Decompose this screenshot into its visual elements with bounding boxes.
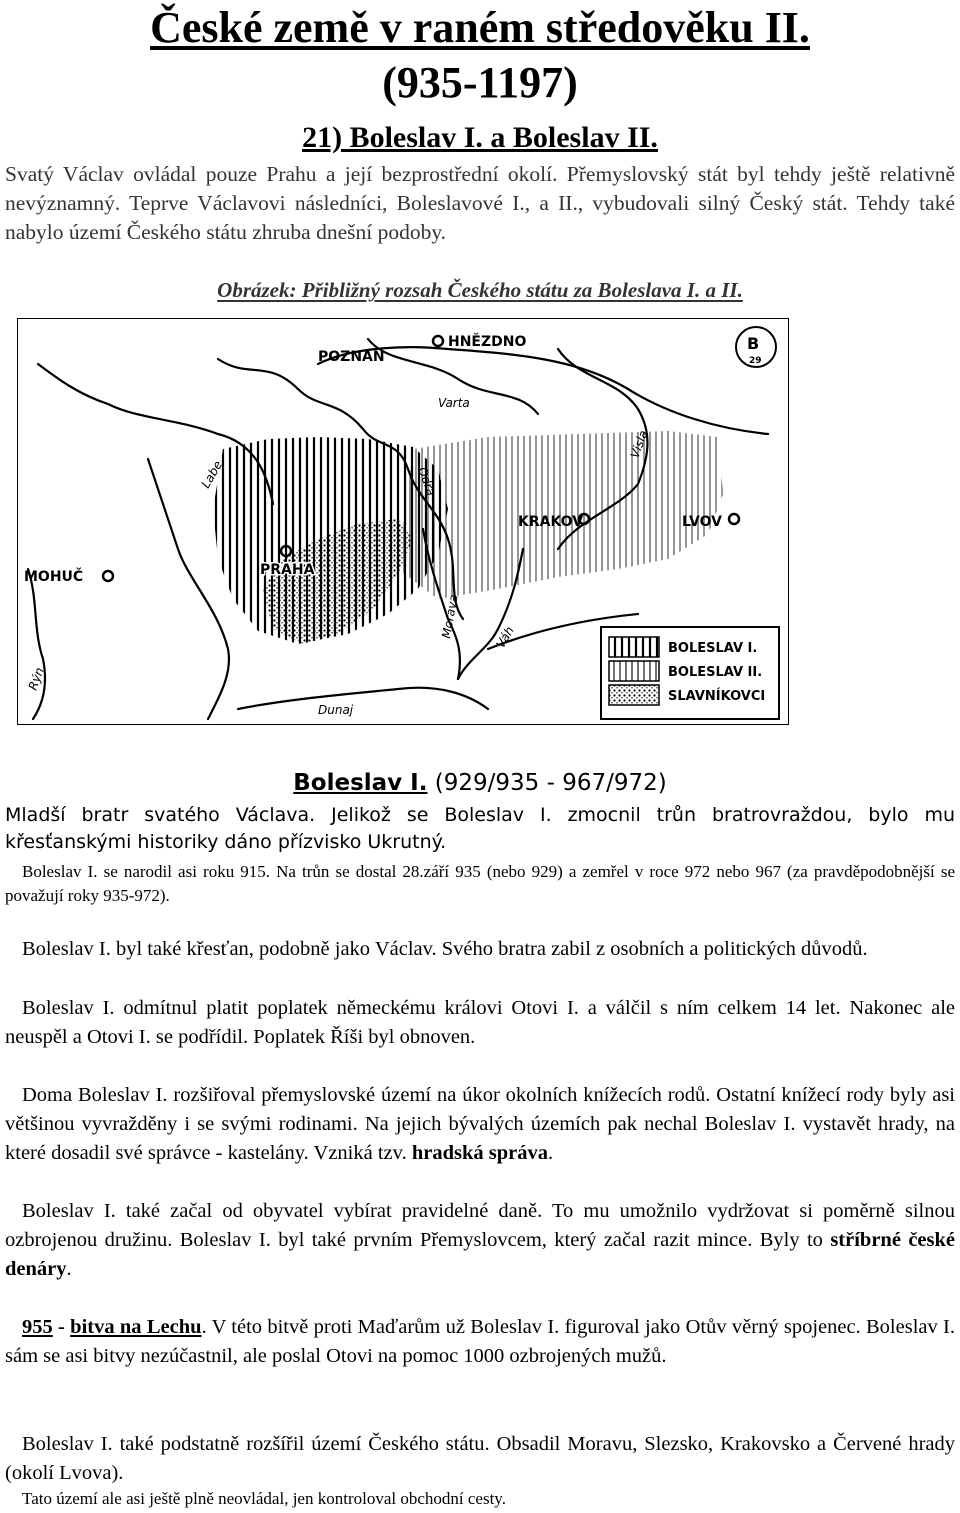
river-label-visla: Visla — [627, 428, 651, 461]
river-label-varta: Varta — [438, 396, 470, 410]
section-heading: 21) Boleslav I. a Boleslav II. — [302, 121, 658, 154]
stribrne-denary: stříbrné české denáry — [5, 1229, 955, 1280]
paragraph-2: Boleslav I. se narodil asi roku 915. Na trůn se dostal 28.září 935 (nebo 929) a zemřel v roce 972 nebo 967 (za pravděpodobnější se považují roky 935-972). — [5, 862, 955, 905]
legend-label-slavnikovci: SLAVNÍKOVCI — [668, 689, 766, 704]
paragraph-6-text: Boleslav I. také začal od obyvatel vybírat pravidelné daně. To mu umožnilo vydržovat si poměrně silnou ozbrojenou družinu. Boleslav I. byl také prvním Přemyslovcem, který začal razit mince. Byly to — [5, 1200, 955, 1251]
city-praha: PRAHA — [260, 562, 315, 578]
city-poznan: POZNAŇ — [318, 349, 385, 365]
paragraph-8: Boleslav I. také podstatně rozšířil území Českého státu. Obsadil Moravu, Slezsko, Krakovsko a Červené hrady (okolí Lvova). — [5, 1433, 955, 1484]
year-955: 955 — [22, 1316, 53, 1338]
river-label-dunaj: Dunaj — [318, 703, 354, 717]
river-label-labe: Labe — [198, 458, 226, 491]
map-stamp — [736, 327, 776, 367]
river-label-odra: Odra — [415, 465, 439, 498]
city-hnezdno: HNĚZDNO — [448, 334, 527, 350]
city-hnezdno-marker — [433, 336, 443, 346]
river-label-vah: Váh — [493, 624, 517, 651]
legend-label-boleslav1: BOLESLAV I. — [668, 641, 758, 656]
city-lvov-marker — [729, 514, 739, 524]
map-caption: Obrázek: Přibližný rozsah Českého státu za Boleslava I. a II. — [217, 278, 743, 302]
paragraph-4: Boleslav I. odmítnul platit poplatek německému královi Otovi I. a válčil s ním celkem 14 let. Nakonec ale neuspěl a Otovi I. se podřídil. Poplatek Říši byl obnoven. — [5, 997, 955, 1048]
svg-text:29: 29 — [749, 356, 762, 366]
city-mohuc-marker — [103, 571, 113, 581]
legend-label-boleslav2: BOLESLAV II. — [668, 665, 763, 680]
boleslav-heading-dates: (929/935 - 967/972) — [427, 770, 667, 796]
paragraph-9: Tato území ale asi ještě plně neovládal, jen kontroloval obchodní cesty. — [22, 1489, 506, 1508]
river-ryn — [25, 569, 47, 719]
paragraph-6-end: . — [66, 1258, 72, 1280]
intro-paragraph: Svatý Václav ovládal pouze Prahu a její bezprostřední okolí. Přemyslovský stát byl tehdy ještě relativně nevýznamný. Teprve Václavovi následníci, Boleslavové I., a II., vybudovali silný Český stát. Tehdy také nabylo území Českého státu zhruba dnešní podoby. — [5, 162, 955, 244]
border-north — [318, 347, 768, 434]
paragraph-5-text: Doma Boleslav I. rozšiřoval přemyslovské území na úkor okolních knížecích rodů. Ostatní knížecí rody byly asi většinou vyvražděny i se svými rodinami. Na jejich bývalých územích pak nechal Boleslav I. vystavět hrady, na které dosadil své správce - kastelány. Vzniká tzv. — [5, 1084, 955, 1164]
paragraph-7 — [5, 1313, 955, 1371]
map-legend — [601, 627, 779, 719]
river-label-morava: Morava — [439, 593, 461, 640]
legend-swatch-slavnikovci — [609, 685, 659, 705]
paragraph-1: Mladší bratr svatého Václava. Jelikož se Boleslav I. zmocnil trůn bratrovraždou, bylo mu křesťanskými historiky dáno přízvisko Ukrutný. — [5, 804, 955, 853]
page-subtitle-dates: (935-1197) — [382, 58, 578, 107]
hradska-sprava: hradská správa — [411, 1142, 548, 1164]
river-label-ryn: Rýn — [25, 665, 47, 693]
battle-lech: bitva na Lechu — [70, 1316, 202, 1338]
boleslav-heading-name: Boleslav I. — [293, 770, 428, 796]
city-krakov: KRAKOV — [518, 514, 584, 530]
paragraph-7-text: . V této bitvě proti Maďarům už Boleslav I. figuroval jako Otův věrný spojenec. Boleslav I. sám se asi bitvy nezúčastnil, ale poslal Otovi na pomoc 1000 ozbrojených mužů. — [5, 1316, 955, 1367]
river-dunaj — [238, 688, 488, 709]
paragraph-5-end: . — [547, 1142, 554, 1164]
boleslav-heading — [0, 768, 960, 798]
paragraph-5 — [5, 1081, 955, 1168]
historical-map — [17, 318, 789, 725]
paragraph-7-dash: - — [52, 1316, 71, 1338]
svg-text:B: B — [747, 334, 760, 353]
legend-swatch-boleslav2 — [609, 661, 659, 681]
paragraph-6 — [5, 1197, 955, 1284]
city-mohuc: MOHUČ — [24, 569, 84, 585]
city-lvov: LVOV — [682, 514, 722, 530]
page-title: České země v raném středověku II. — [150, 3, 810, 52]
paragraph-3: Boleslav I. byl také křesťan, podobně jako Václav. Svého bratra zabil z osobních a politických důvodů. — [22, 938, 868, 960]
legend-swatch-boleslav1 — [609, 637, 659, 657]
